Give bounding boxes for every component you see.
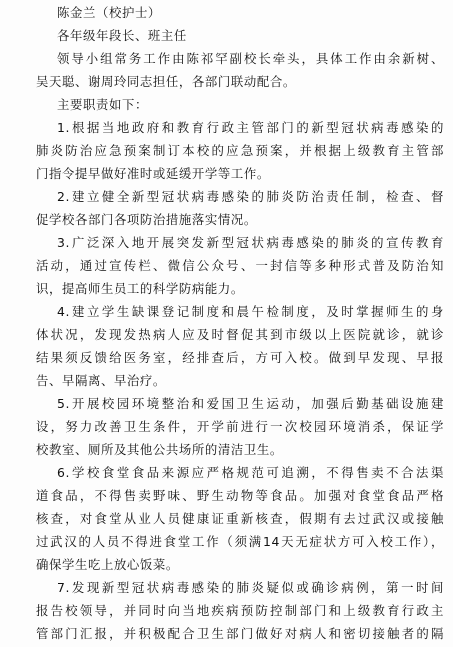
document-line: 识，提高师生员工的科学防病能力。 [36,281,244,296]
document-line: 校教室、厕所及其他公共场所的清洁卫生。 [36,442,283,457]
document-line: 过武汉的人员不得进食堂工作（须满14天无症状方可入校工作）， [36,534,444,549]
document-line: 促学校各部门各项防治措施落实情况。 [36,212,257,227]
document-line: 道食品，不得售卖野味、野生动物等食品。加强对食堂食品严格 [36,488,444,503]
document-line: 管部门汇报，并积极配合卫生部门做好对病人和密切接触者的隔 [36,626,444,641]
document-line: 结果须反馈给医务室，经排查后，方可入校。做到早发现、早报 [36,350,444,365]
document-line: 领导小组常务工作由陈祁罕副校长牵头，具体工作由余新树、 [57,51,444,66]
document-line: 4.建立学生缺课登记制度和晨午检制度，及时掌握师生的身 [57,304,444,319]
document-line: 活动，通过宣传栏、微信公众号、一封信等多种形式普及防治知 [36,258,444,273]
document-line: 确保学生吃上放心饭菜。 [36,557,179,572]
document-line: 各年级年段长、班主任 [57,28,187,43]
document-line: 设，努力改善卫生条件，开学前进行一次校园环境消杀，保证学 [36,419,444,434]
document-line: 陈金兰（校护士） [57,5,161,20]
document-line: 核查，对食堂从业人员健康证重新核查，假期有去过武汉或接触 [36,511,444,526]
document-line: 门指令提早做好准时或延缓开学等工作。 [36,166,270,181]
document-line: 肺炎防治应急预案制订本校的应急预案，并根据上级教育主管部 [36,143,444,158]
document-line: 2.建立健全新型冠状病毒感染的肺炎防治责任制，检查、督 [57,189,444,204]
document-line: 吴天聪、谢周玲同志担任，各部门联动配合。 [36,74,296,89]
document-line: 3.广泛深入地开展突发新型冠状病毒感染的肺炎的宣传教育 [57,235,444,250]
document-line: 6.学校食堂食品来源应严格规范可追溯，不得售卖不合法渠 [57,465,444,480]
document-line: 报告校领导，并同时向当地疾病预防控制部门和上级教育行政主 [36,603,444,618]
document-line: 告、早隔离、早治疗。 [36,373,166,388]
document-line: 体状况，发现发热病人应及时督促其到市级以上医院就诊，就诊 [36,327,444,342]
document-line: 主要职责如下： [57,97,148,112]
document-line: 1.根据当地政府和教育行政主管部门的新型冠状病毒感染的 [57,120,444,135]
document-line: 5.开展校园环境整治和爱国卫生运动，加强后勤基础设施建 [57,396,444,411]
document-line: 7.发现新型冠状病毒感染的肺炎疑似或确诊病例，第一时间 [57,580,444,595]
